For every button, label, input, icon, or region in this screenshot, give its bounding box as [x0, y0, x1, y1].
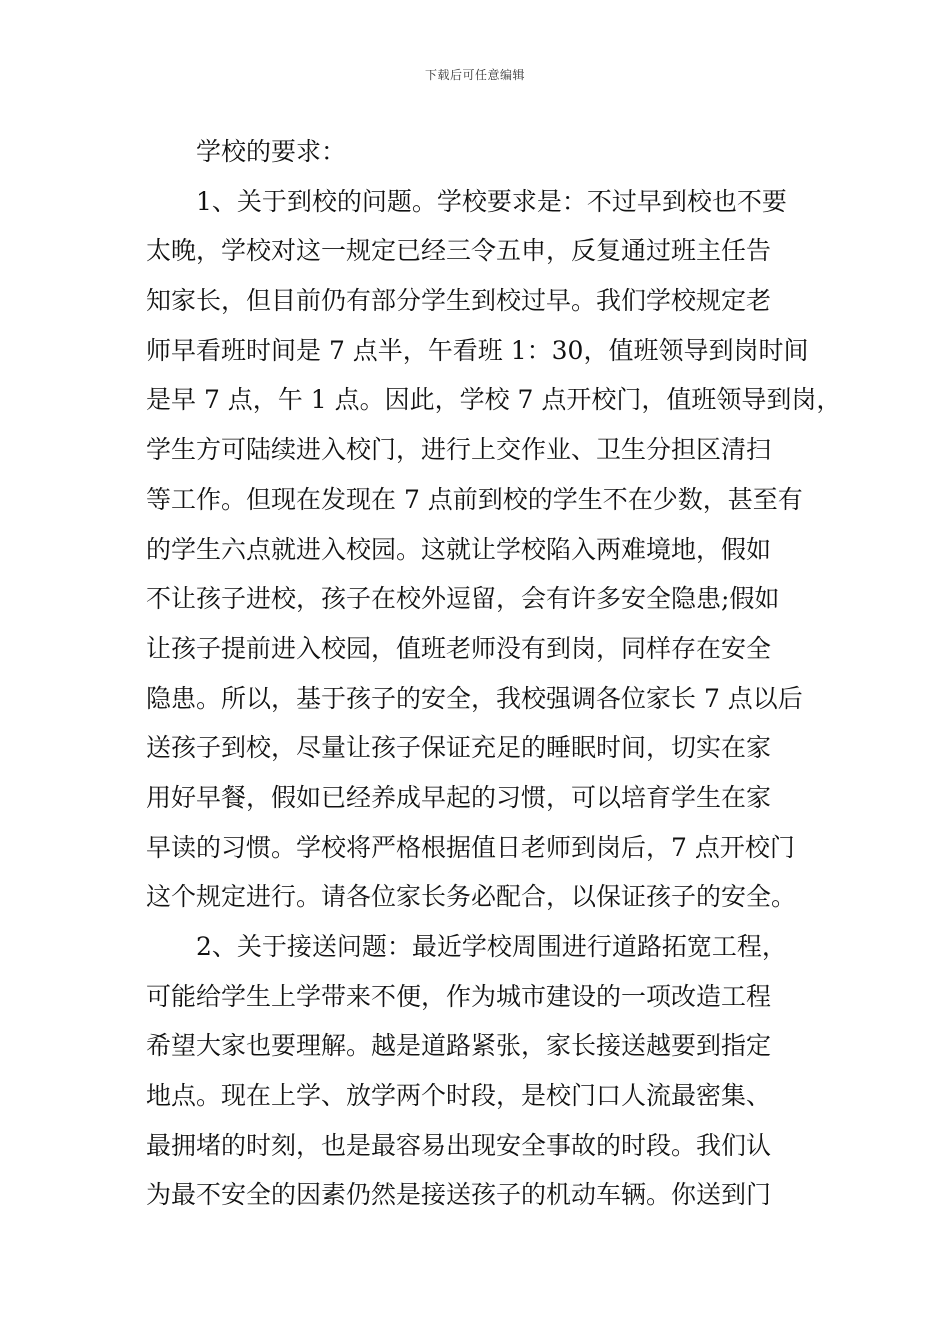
paragraph-line: 学生方可陆续进入校门，进行上交作业、卫生分担区清扫: [146, 435, 772, 465]
paragraph-line: 1、关于到校的问题。学校要求是：不过早到校也不要: [196, 186, 787, 216]
paragraph-line: 为最不安全的因素仍然是接送孩子的机动车辆。你送到门: [146, 1180, 772, 1210]
paragraph-line: 不让孩子进校，孩子在校外逗留，会有许多安全隐患;假如: [146, 584, 780, 614]
paragraph-line: 早读的习惯。学校将严格根据值日老师到岗后，7 点开校门: [146, 832, 795, 862]
paragraph-line: 师早看班时间是 7 点半，午看班 1：30，值班领导到岗时间: [146, 335, 809, 365]
section-heading: 学校的要求：: [196, 137, 347, 166]
paragraph-line: 这个规定进行。请各位家长务必配合，以保证孩子的安全。: [146, 882, 797, 912]
paragraph-line: 地点。现在上学、放学两个时段，是校门口人流最密集、: [146, 1081, 772, 1111]
paragraph-line: 的学生六点就进入校园。这就让学校陷入两难境地，假如: [146, 534, 772, 564]
document-body: [146, 127, 842, 1220]
paragraph-line: 知家长，但目前仍有部分学生到校过早。我们学校规定老: [146, 286, 772, 316]
paragraph-line: 让孩子提前进入校园，值班老师没有到岗，同样存在安全: [146, 633, 772, 663]
paragraph-line: 隐患。所以，基于孩子的安全，我校强调各位家长 7 点以后: [146, 683, 803, 713]
paragraph-line: 是早 7 点，午 1 点。因此，学校 7 点开校门，值班领导到岗，: [146, 385, 842, 415]
paragraph-line: 2、关于接送问题：最近学校周围进行道路拓宽工程，: [196, 932, 787, 961]
paragraph-line: 太晚，学校对这一规定已经三令五申，反复通过班主任告: [146, 236, 772, 266]
paragraph-line: 最拥堵的时刻，也是最容易出现安全事故的时段。我们认: [146, 1130, 772, 1160]
paragraph-line: 希望大家也要理解。越是道路紧张，家长接送越要到指定: [146, 1031, 772, 1061]
paragraph-line: 等工作。但现在发现在 7 点前到校的学生不在少数，甚至有: [146, 484, 803, 514]
paragraph-line: 可能给学生上学带来不便，作为城市建设的一项改造工程: [146, 981, 772, 1011]
paragraph-line: 用好早餐，假如已经养成早起的习惯，可以培育学生在家: [146, 782, 772, 812]
header-note: 下载后可任意编辑: [424, 68, 525, 82]
paragraph-line: 送孩子到校，尽量让孩子保证充足的睡眠时间，切实在家: [146, 733, 772, 763]
